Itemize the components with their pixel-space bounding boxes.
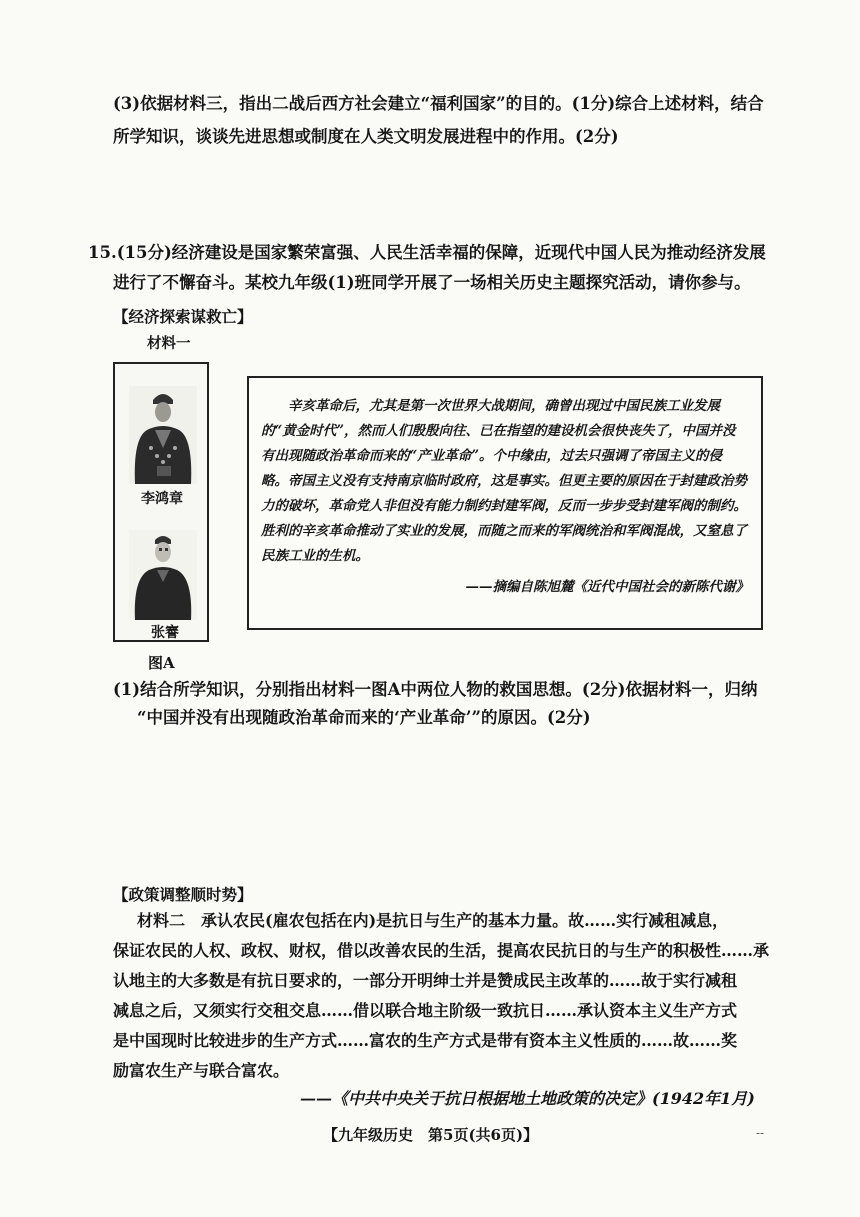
- q14-part3: [113, 94, 793, 147]
- material1-label: 材料一: [147, 335, 191, 352]
- material2-line: 认地主的大多数是有抗日要求的，一部分开明绅士并是赞成民主改革的……故于实行减租: [113, 971, 738, 990]
- q15-part1-line2: “中国并没有出现随政治革命而来的‘产业革命’”的原因。(2分): [137, 708, 591, 727]
- q15-part1-line1: (1)结合所学知识，分别指出材料一图A中两位人物的救国思想。(2分)依据材料一，归纳: [113, 680, 758, 699]
- section-heading-policy-adjustment: 【政策调整顺时势】: [113, 885, 253, 904]
- q14-part3-line1: (3)依据材料三，指出二战后西方社会建立“福利国家”的目的。(1分)综合上述材料，结合: [113, 94, 764, 113]
- q15-intro-line2: 进行了不懈奋斗。某校九年级(1)班同学开展了一场相关历史主题探究活动，请你参与。: [113, 273, 751, 292]
- section-heading-economic-exploration: 【经济探索谋救亡】: [113, 307, 253, 326]
- q14-part3-line2: 所学知识，谈谈先进思想或制度在人类文明发展进程中的作用。(2分): [113, 127, 619, 146]
- material2-line: 是中国现时比较进步的生产方式……富农的生产方式是带有资本主义性质的……故……奖: [113, 1031, 738, 1050]
- material1-quote-box: [247, 376, 763, 630]
- material1-source: ——摘编自陈旭麓《近代中国社会的新陈代谢》: [465, 579, 749, 595]
- page-footer: 【九年级历史 第5页(共6页)】: [323, 1126, 539, 1144]
- material2-source: ——《中共中央关于抗日根据地土地政策的决定》(1942年1月): [300, 1089, 755, 1108]
- material2-line: 励富农生产与联合富农。: [113, 1061, 290, 1080]
- material2-line: 材料二 承认农民(雇农包括在内)是抗日与生产的基本力量。故……实行减租减息，: [137, 911, 729, 930]
- portrait-li-hongzhang: [129, 386, 197, 484]
- q15-intro: [88, 243, 788, 293]
- portrait-zhang-jian: [129, 530, 197, 620]
- material2-line: 减息之后，又须实行交租交息……借以联合地主阶级一致抗日……承认资本主义生产方式: [113, 1001, 738, 1020]
- portrait-caption-zhang-jian: 张謇: [151, 625, 179, 641]
- q15-intro-line1: 15.(15分)经济建设是国家繁荣富强、人民生活幸福的保障，近现代中国人民为推动经济发展: [88, 243, 766, 262]
- figure-a-portraits: [113, 362, 209, 642]
- figure-a-caption: 图A: [148, 654, 175, 672]
- material1-text: 辛亥革命后，尤其是第一次世界大战期间，确曾出现过中国民族工业发展的“黄金时代”，然而人们殷殷向往、已在指望的建设机会很快丧失了，中国并没有出现随政治革命而来的“产业革命”。个中缘由，过去只强调了帝国主义的侵略。帝国主义没有支持南京临时政府，这是事实。但更主要的原因在于封建政治势力的破坏，革命党人非但没有能力制约封建军阀，反而一步步受封建军阀的制约。胜利的辛亥革命推动了实业的发展，而随之而来的军阀统治和军阀混战，又窒息了民族工业的生机。: [261, 398, 747, 564]
- material2-line: 保证农民的人权、政权、财权，借以改善农民的生活，提高农民抗日的与生产的积极性……承: [113, 941, 770, 960]
- q15-part1: [113, 680, 793, 728]
- portrait-caption-li-hongzhang: 李鸿章: [141, 491, 183, 507]
- footer-mark: --: [756, 1126, 765, 1140]
- material2-text: [113, 906, 769, 1086]
